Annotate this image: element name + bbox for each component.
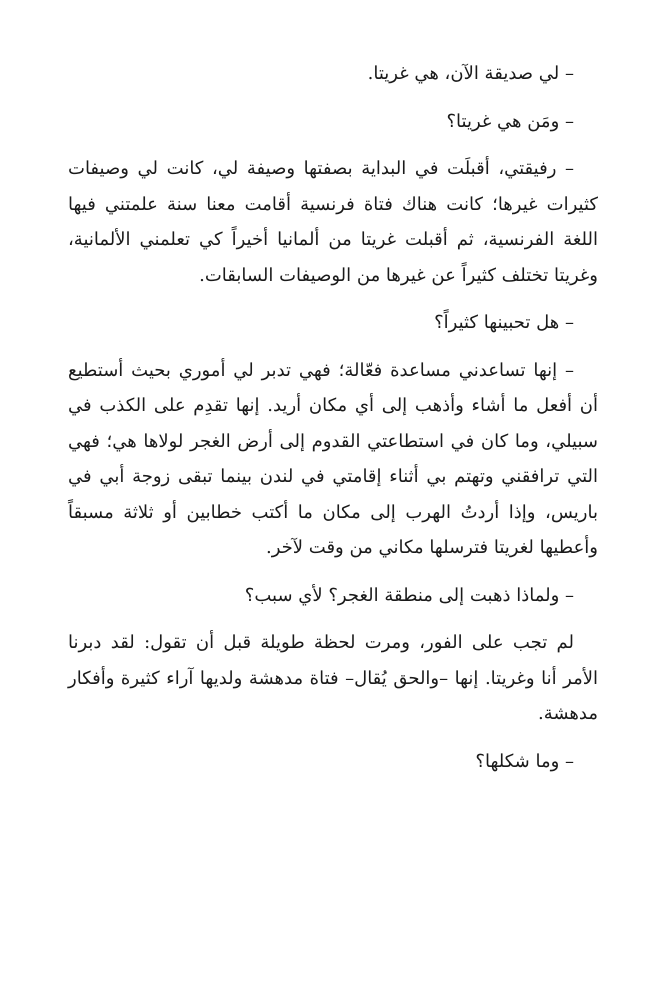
paragraph: – رفيقتي، أقبلَت في البداية بصفتها وصيفة لي، كانت لي وصيفات كثيرات غيرها؛ كانت هناك فتاة فرنسية أقامت معنا سنة علمتني فيها اللغة الفرنسية، ثم أقبلت غريتا من ألمانيا أخيراً كي تعلمني الألمانية، وغريتا تختلف كثيراً عن غيرها من الوصيفات السابقات.: [68, 158, 598, 286]
book-page: [68, 56, 598, 779]
paragraph: – وما شكلها؟: [475, 750, 574, 772]
paragraph: – هل تحبينها كثيراً؟: [434, 312, 574, 333]
paragraph: لم تجب على الفور، ومرت لحظة طويلة قبل أن تقول: لقد دبرنا الأمر أنا وغريتا. إنها –والحق يُقال– فتاة مدهشة ولديها آراء كثيرة وأفكار مدهشة.: [68, 632, 598, 724]
paragraph: – إنها تساعدني مساعدة فعّالة؛ فهي تدبر لي أموري بحيث أستطيع أن أفعل ما أشاء وأذهب إلى أي مكان أريد. إنها تقدِم على الكذب في سبيلي، وما كان في استطاعتي القدوم إلى أرض الغجر لولاها هي؛ فهي التي ترافقني وتهتم بي أثناء إقامتي في لندن بينما تبقى زوجة أبي في باريس، وإذا أردتُ الهرب إلى مكان ما أكتب خطابين أو ثلاثة مسبقاً وأعطيها لغريتا فترسلها مكاني من وقت لآخر.: [68, 359, 598, 558]
paragraph: – ومَن هي غريتا؟: [446, 110, 574, 132]
paragraph: – ولماذا ذهبت إلى منطقة الغجر؟ لأي سبب؟: [244, 584, 574, 606]
paragraph: – لي صديقة الآن، هي غريتا.: [367, 63, 574, 84]
